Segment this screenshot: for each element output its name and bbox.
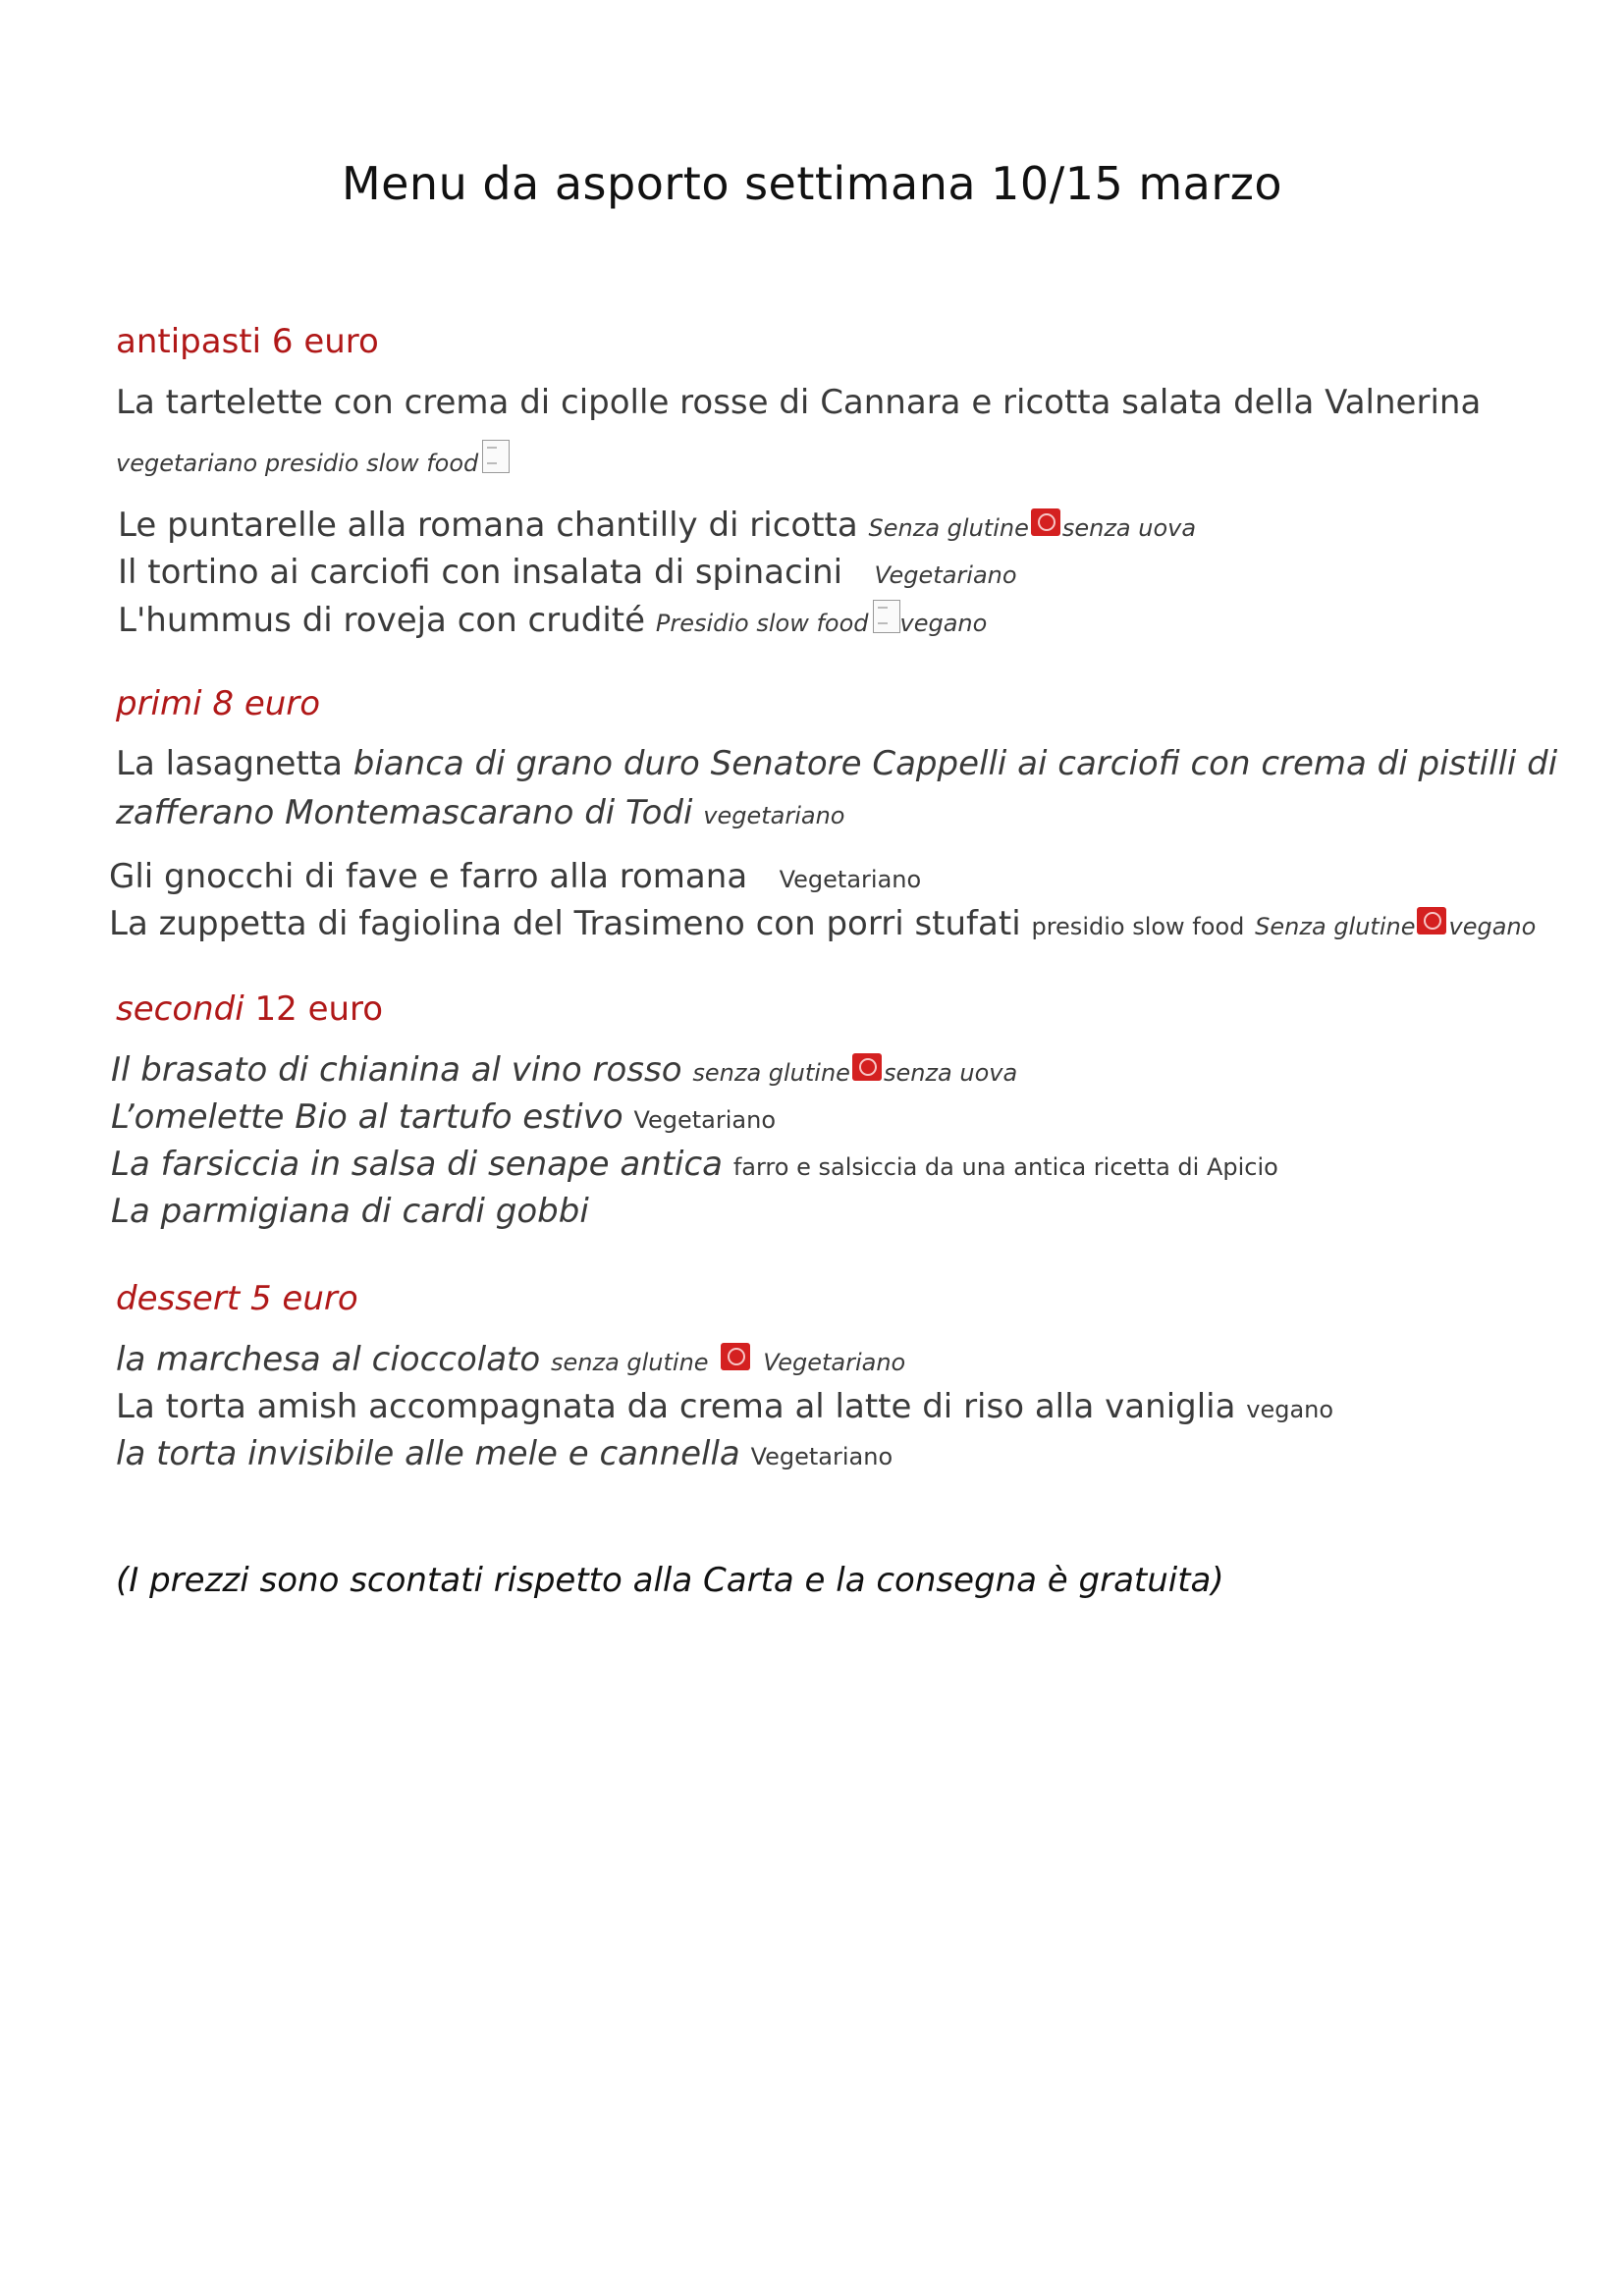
item-tag: Vegetariano <box>750 1443 893 1470</box>
item-tag: Senza glutine <box>1255 913 1416 940</box>
menu-item <box>116 1387 1333 1426</box>
page-title: Menu da asporto settimana 10/15 marzo <box>341 157 1283 210</box>
item-name: La torta amish accompagnata da crema al latte di riso alla vaniglia <box>116 1387 1236 1426</box>
item-tag: Senza glutine <box>868 514 1029 542</box>
item-name: L'hummus di roveja con crudité <box>118 601 646 640</box>
item-tag: senza uova <box>1061 514 1197 542</box>
item-name: Il brasato di chianina al vino rosso <box>111 1050 682 1090</box>
section-heading-label: secondi <box>116 989 255 1029</box>
section-heading-secondi <box>116 989 383 1029</box>
item-name: la torta invisibile alle mele e cannella <box>116 1434 740 1473</box>
menu-item <box>111 1192 589 1231</box>
gluten-free-icon <box>1031 508 1060 536</box>
footnote: (I prezzi sono scontati rispetto alla Carta e la consegna è gratuita) <box>116 1561 1224 1600</box>
gluten-free-icon <box>852 1053 882 1081</box>
menu-item <box>118 553 1017 592</box>
item-tag: presidio slow food <box>1031 913 1245 940</box>
item-tag: senza glutine <box>692 1059 850 1087</box>
menu-item <box>116 744 1557 783</box>
item-tag: senza uova <box>883 1059 1018 1087</box>
item-name: La lasagnetta <box>116 744 353 783</box>
item-name: La zuppetta di fagiolina del Trasimeno con porri stufati <box>109 904 1021 943</box>
item-tag: vegetariano <box>703 802 845 829</box>
item-tag: Vegetariano <box>874 561 1017 589</box>
item-tag: vegano <box>1246 1396 1334 1423</box>
item-name-desc: zafferano Montemascarano di Todi <box>116 793 693 832</box>
document-icon <box>873 600 900 633</box>
menu-item <box>118 506 1196 545</box>
gluten-free-icon <box>721 1343 750 1370</box>
menu-item-tags <box>116 440 510 480</box>
gluten-free-icon <box>1417 907 1446 934</box>
item-name: la marchesa al cioccolato <box>116 1340 541 1379</box>
menu-item <box>109 857 921 896</box>
item-tag: Vegetariano <box>763 1349 906 1376</box>
item-name-desc: bianca di grano duro Senatore Cappelli ai carciofi con crema di pistilli di <box>352 744 1558 783</box>
item-tag: vegano <box>899 610 988 637</box>
section-heading-primi: primi 8 euro <box>116 684 321 723</box>
menu-item <box>118 600 987 640</box>
item-tag: vegano <box>1448 913 1537 940</box>
item-name: Gli gnocchi di fave e farro alla romana <box>109 857 748 896</box>
menu-item <box>111 1145 1278 1184</box>
section-heading-dessert: dessert 5 euro <box>116 1279 358 1318</box>
menu-item <box>116 1340 905 1379</box>
menu-item <box>116 383 1481 422</box>
item-name: Il tortino ai carciofi con insalata di spinacini <box>118 553 843 592</box>
item-tags: vegetariano presidio slow food <box>116 450 479 477</box>
menu-item <box>111 1050 1017 1090</box>
item-tag: Vegetariano <box>779 866 922 893</box>
menu-item <box>116 1434 893 1473</box>
item-tag: Vegetariano <box>633 1106 777 1134</box>
section-heading-price: 12 euro <box>254 989 384 1029</box>
menu-item <box>109 904 1536 943</box>
section-heading-antipasti: antipasti 6 euro <box>116 322 379 361</box>
item-name: La parmigiana di cardi gobbi <box>111 1192 589 1231</box>
item-name: La tartelette con crema di cipolle rosse di Cannara e ricotta salata della Valnerina <box>116 383 1482 422</box>
item-name: Le puntarelle alla romana chantilly di ricotta <box>118 506 858 545</box>
document-icon <box>482 440 510 473</box>
item-name: L’omelette Bio al tartufo estivo <box>111 1097 623 1137</box>
item-tag: senza glutine <box>550 1349 709 1376</box>
menu-item <box>111 1097 776 1137</box>
item-tag: farro e salsiccia da una antica ricetta di Apicio <box>732 1153 1278 1181</box>
menu-item-cont <box>116 793 845 832</box>
item-tag: Presidio slow food <box>655 610 869 637</box>
item-name: La farsiccia in salsa di senape antica <box>111 1145 724 1184</box>
